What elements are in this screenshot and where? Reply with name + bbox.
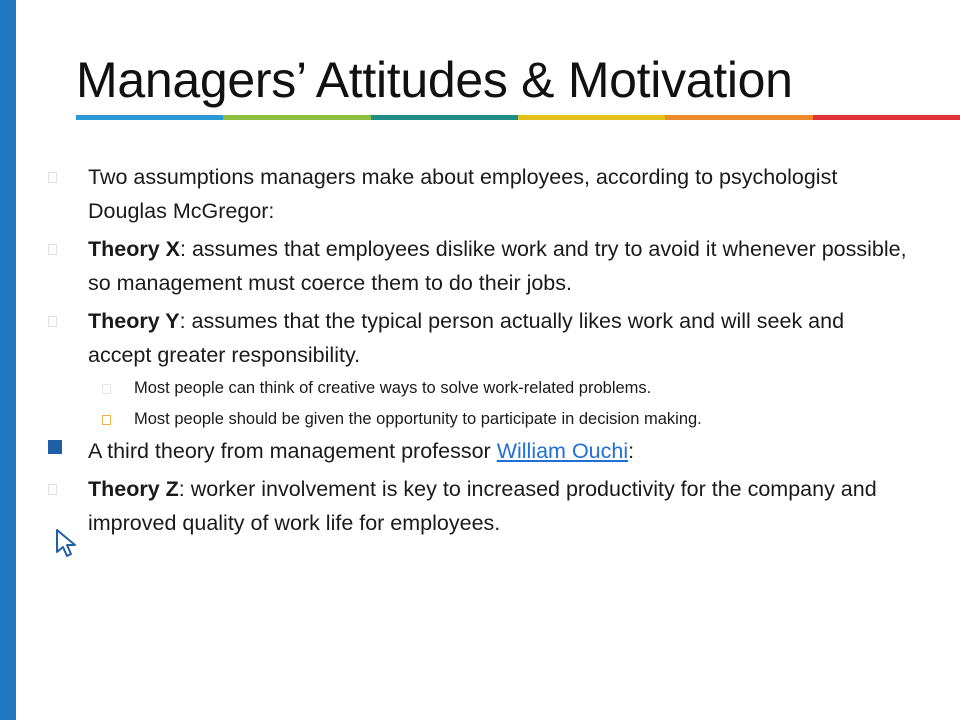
- bullet-text: : assumes that employees dislike work and try to avoid it whenever possible, so management must coerce them to do their jobs.: [88, 237, 907, 295]
- bullet-marker: [48, 244, 57, 255]
- bullet-theory-x: [48, 232, 908, 300]
- bullet-theory-z: [48, 472, 908, 540]
- william-ouchi-link[interactable]: William Ouchi: [496, 439, 629, 463]
- strip-segment-green: [223, 115, 370, 120]
- strip-segment-teal: [371, 115, 518, 120]
- slide-title: Managers’ Attitudes & Motivation: [76, 52, 793, 108]
- bullet-marker: [48, 316, 57, 327]
- bullet-term: Theory Z: [88, 477, 179, 501]
- sub-bullet-marker: [102, 415, 111, 425]
- strip-segment-orange: [665, 115, 812, 120]
- strip-segment-red: [813, 115, 960, 120]
- sub-bullet-text: Most people should be given the opportunity to participate in decision making.: [134, 410, 702, 428]
- sub-bullet-decision: [48, 405, 908, 434]
- bullet-third-theory: [48, 434, 908, 468]
- strip-segment-blue: [76, 115, 223, 120]
- bullet-marker: [48, 484, 57, 495]
- sub-bullet-marker: [102, 384, 111, 394]
- sub-bullet-text: Most people can think of creative ways to solve work-related problems.: [134, 379, 652, 397]
- slide-content: [48, 160, 908, 540]
- bullet-text: A third theory from management professor: [88, 439, 497, 463]
- bullet-theory-y: [48, 304, 908, 372]
- bullet-text: : assumes that the typical person actually likes work and will seek and accept greater responsibility.: [88, 309, 845, 367]
- bullet-term: Theory X: [88, 237, 180, 261]
- title-color-strip: [76, 115, 960, 120]
- bullet-marker: [48, 172, 57, 183]
- mouse-pointer-icon: [54, 528, 82, 558]
- bullet-assumptions: [48, 160, 908, 228]
- bullet-marker-selected: [48, 440, 62, 454]
- bullet-text: Two assumptions managers make about employees, according to psychologist Douglas McGregor:: [88, 165, 838, 223]
- sub-bullet-creative: [48, 374, 908, 403]
- strip-segment-yellow: [518, 115, 665, 120]
- left-accent-bar: [0, 0, 16, 720]
- bullet-text: : worker involvement is key to increased productivity for the company and improved quality of work life for employees.: [88, 477, 877, 535]
- bullet-term: Theory Y: [88, 309, 180, 333]
- bullet-text-suffix: :: [628, 439, 635, 463]
